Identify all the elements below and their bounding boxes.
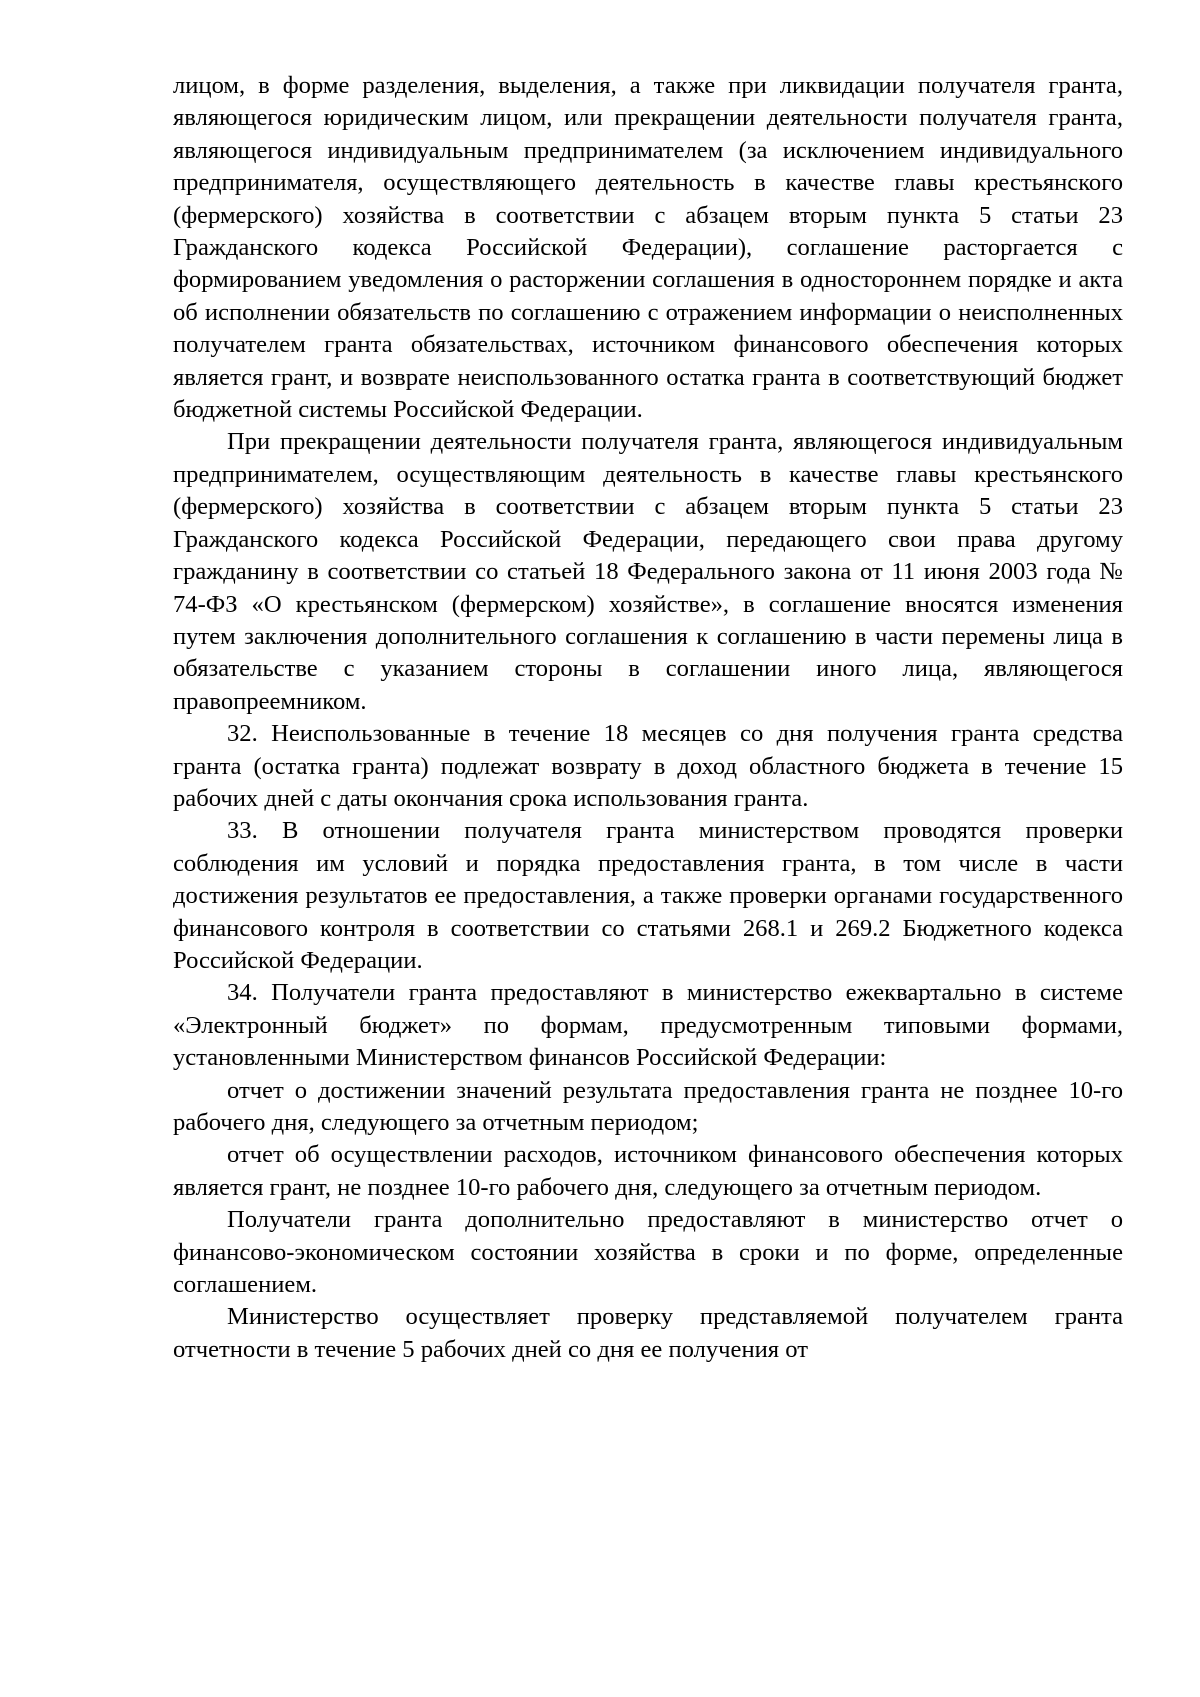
paragraph-item-32: 32. Неиспользованные в течение 18 месяцев со дня получения гранта средства гранта (остатка гранта) подлежат возврату в доход областного бюджета в течение 15 рабочих дней с даты окончания срока использования гранта.	[173, 720, 1123, 812]
paragraph-report-expenses: отчет об осуществлении расходов, источником финансового обеспечения которых является грант, не позднее 10-го рабочего дня, следующего за отчетным периодом.	[173, 1141, 1123, 1201]
paragraph-item-33: 33. В отношении получателя гранта министерством проводятся проверки соблюдения им условий и порядка предоставления гранта, в том числе в части достижения результатов ее предоставления, а также проверки органами государственного финансового контроля в соответствии со статьями 268.1 и 269.2 Бюджетного кодекса Российской Федерации.	[173, 817, 1123, 974]
paragraph-financial-report: Получатели гранта дополнительно предоставляют в министерство отчет о финансово-экономическом состоянии хозяйства в сроки и по форме, определенные соглашением.	[173, 1206, 1123, 1299]
paragraph-item-34: 34. Получатели гранта предоставляют в министерство ежеквартально в системе «Электронный бюджет» по формам, предусмотренным типовыми формами, установленными Министерством финансов Российской Федерации:	[173, 979, 1123, 1072]
paragraph-continuation: лицом, в форме разделения, выделения, а также при ликвидации получателя гранта, являющегося юридическим лицом, или прекращении деятельности получателя гранта, являющегося индивидуальным предпринимателем (за исключением индивидуального предпринимателя, осуществляющего деятельность в качестве главы крестьянского (фермерского) хозяйства в соответствии с абзацем вторым пункта 5 статьи 23 Гражданского кодекса Российской Федерации), соглашение расторгается с формированием уведомления о расторжении соглашения в одностороннем порядке и акта об исполнении обязательств по соглашению с отражением информации о неисполненных получателем гранта обязательствах, источником финансового обеспечения которых является грант, и возврате неиспользованного остатка гранта в соответствующий бюджет бюджетной системы Российской Федерации.	[173, 72, 1123, 424]
paragraph-termination-ip: При прекращении деятельности получателя гранта, являющегося индивидуальным предпринимателем, осуществляющим деятельность в качестве главы крестьянского (фермерского) хозяйства в соответствии с абзацем вторым пункта 5 статьи 23 Гражданского кодекса Российской Федерации, передающего свои права другому гражданину в соответствии со статьей 18 Федерального закона от 11 июня 2003 года № 74-ФЗ «О крестьянском (фермерском) хозяйстве», в соглашение вносятся изменения путем заключения дополнительного соглашения к соглашению в части перемены лица в обязательстве с указанием стороны в соглашении иного лица, являющегося правопреемником.	[173, 428, 1123, 715]
document-page	[173, 70, 1123, 1366]
paragraph-ministry-check: Министерство осуществляет проверку представляемой получателем гранта отчетности в течение 5 рабочих дней со дня ее получения от	[173, 1303, 1123, 1363]
paragraph-report-results: отчет о достижении значений результата предоставления гранта не позднее 10-го рабочего дня, следующего за отчетным периодом;	[173, 1076, 1123, 1136]
